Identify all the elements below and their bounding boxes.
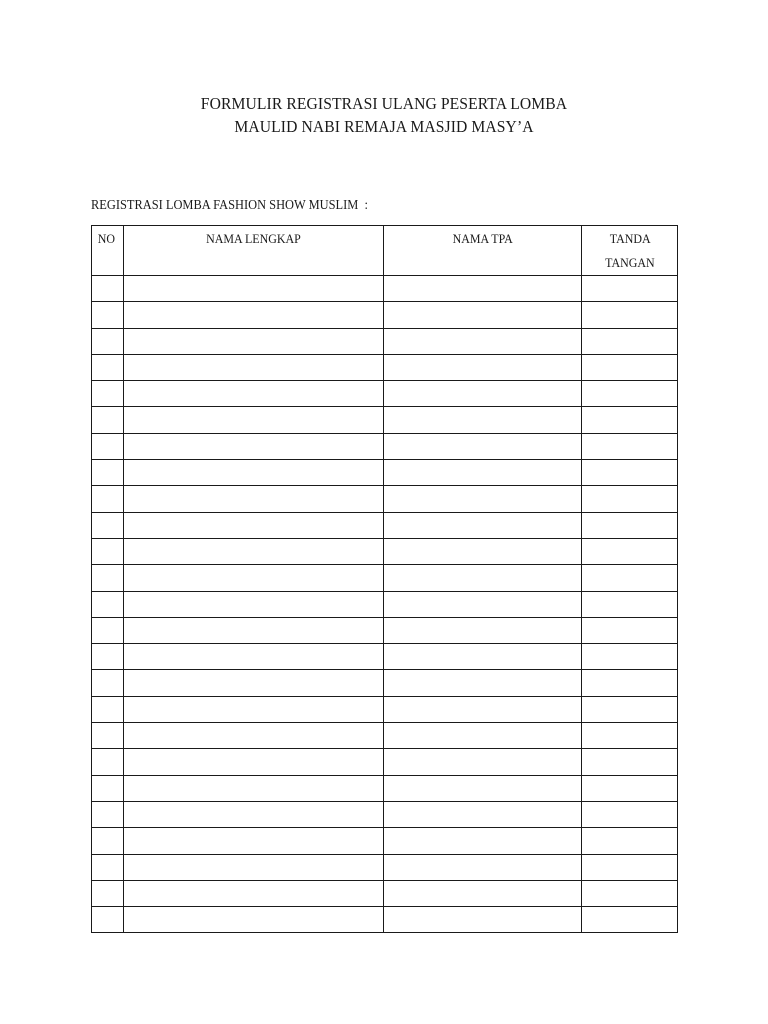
- cell-tanda-tangan[interactable]: [582, 538, 678, 564]
- cell-nama-lengkap[interactable]: [124, 591, 384, 617]
- cell-tanda-tangan[interactable]: [582, 749, 678, 775]
- cell-nama-lengkap[interactable]: [124, 512, 384, 538]
- cell-no[interactable]: [92, 775, 124, 801]
- cell-tanda-tangan[interactable]: [582, 617, 678, 643]
- table-body: [92, 276, 678, 933]
- cell-nama-tpa[interactable]: [384, 433, 582, 459]
- cell-nama-tpa[interactable]: [384, 828, 582, 854]
- cell-nama-lengkap[interactable]: [124, 565, 384, 591]
- cell-tanda-tangan[interactable]: [582, 828, 678, 854]
- table-row: [92, 670, 678, 696]
- cell-nama-lengkap[interactable]: [124, 828, 384, 854]
- cell-tanda-tangan[interactable]: [582, 328, 678, 354]
- header-no: NO: [92, 226, 124, 276]
- cell-nama-lengkap[interactable]: [124, 696, 384, 722]
- table-row: [92, 644, 678, 670]
- cell-nama-tpa[interactable]: [384, 538, 582, 564]
- table-row: [92, 617, 678, 643]
- cell-no[interactable]: [92, 801, 124, 827]
- cell-nama-tpa[interactable]: [384, 617, 582, 643]
- cell-nama-tpa[interactable]: [384, 880, 582, 906]
- cell-nama-tpa[interactable]: [384, 696, 582, 722]
- cell-no[interactable]: [92, 828, 124, 854]
- cell-tanda-tangan[interactable]: [582, 276, 678, 302]
- cell-no[interactable]: [92, 880, 124, 906]
- cell-nama-lengkap[interactable]: [124, 670, 384, 696]
- cell-nama-tpa[interactable]: [384, 276, 582, 302]
- cell-tanda-tangan[interactable]: [582, 354, 678, 380]
- table-row: [92, 538, 678, 564]
- cell-tanda-tangan[interactable]: [582, 591, 678, 617]
- cell-no[interactable]: [92, 512, 124, 538]
- cell-nama-lengkap[interactable]: [124, 538, 384, 564]
- cell-nama-tpa[interactable]: [384, 460, 582, 486]
- table-header-row: [92, 226, 678, 276]
- cell-nama-lengkap[interactable]: [124, 381, 384, 407]
- table-row: [92, 381, 678, 407]
- cell-tanda-tangan[interactable]: [582, 512, 678, 538]
- cell-no[interactable]: [92, 749, 124, 775]
- cell-no[interactable]: [92, 696, 124, 722]
- cell-no[interactable]: [92, 670, 124, 696]
- table-row: [92, 276, 678, 302]
- cell-nama-tpa[interactable]: [384, 775, 582, 801]
- cell-tanda-tangan[interactable]: [582, 907, 678, 933]
- cell-nama-lengkap[interactable]: [124, 801, 384, 827]
- cell-tanda-tangan[interactable]: [582, 486, 678, 512]
- cell-nama-tpa[interactable]: [384, 644, 582, 670]
- cell-no[interactable]: [92, 354, 124, 380]
- cell-tanda-tangan[interactable]: [582, 775, 678, 801]
- cell-nama-lengkap[interactable]: [124, 854, 384, 880]
- cell-tanda-tangan[interactable]: [582, 880, 678, 906]
- cell-no[interactable]: [92, 433, 124, 459]
- cell-nama-lengkap[interactable]: [124, 302, 384, 328]
- table-row: [92, 880, 678, 906]
- cell-no[interactable]: [92, 617, 124, 643]
- table-row: [92, 512, 678, 538]
- cell-nama-tpa[interactable]: [384, 907, 582, 933]
- cell-nama-lengkap[interactable]: [124, 433, 384, 459]
- form-title-line-1: FORMULIR REGISTRASI ULANG PESERTA LOMBA: [200, 94, 568, 113]
- cell-nama-lengkap[interactable]: [124, 644, 384, 670]
- cell-tanda-tangan[interactable]: [582, 696, 678, 722]
- header-tanda-tangan: TANDA TANGAN: [582, 226, 678, 276]
- cell-no[interactable]: [92, 538, 124, 564]
- cell-nama-lengkap[interactable]: [124, 328, 384, 354]
- cell-no[interactable]: [92, 276, 124, 302]
- header-nama-lengkap: NAMA LENGKAP: [124, 226, 384, 276]
- cell-nama-lengkap[interactable]: [124, 775, 384, 801]
- cell-no[interactable]: [92, 381, 124, 407]
- table-row: [92, 407, 678, 433]
- cell-no[interactable]: [92, 907, 124, 933]
- section-label: REGISTRASI LOMBA FASHION SHOW MUSLIM :: [91, 197, 368, 212]
- table-row: [92, 696, 678, 722]
- cell-no[interactable]: [92, 591, 124, 617]
- cell-nama-lengkap[interactable]: [124, 907, 384, 933]
- cell-no[interactable]: [92, 565, 124, 591]
- table-row: [92, 723, 678, 749]
- table-row: [92, 354, 678, 380]
- table-row: [92, 460, 678, 486]
- cell-nama-tpa[interactable]: [384, 407, 582, 433]
- cell-nama-lengkap[interactable]: [124, 486, 384, 512]
- cell-nama-lengkap[interactable]: [124, 276, 384, 302]
- table-row: [92, 565, 678, 591]
- cell-no[interactable]: [92, 486, 124, 512]
- table-row: [92, 801, 678, 827]
- cell-nama-tpa[interactable]: [384, 354, 582, 380]
- cell-tanda-tangan[interactable]: [582, 670, 678, 696]
- cell-nama-tpa[interactable]: [384, 670, 582, 696]
- table-row: [92, 854, 678, 880]
- table-row: [92, 907, 678, 933]
- cell-no[interactable]: [92, 407, 124, 433]
- cell-no[interactable]: [92, 460, 124, 486]
- cell-nama-tpa[interactable]: [384, 749, 582, 775]
- table-row: [92, 591, 678, 617]
- cell-no[interactable]: [92, 302, 124, 328]
- cell-tanda-tangan[interactable]: [582, 460, 678, 486]
- cell-tanda-tangan[interactable]: [582, 644, 678, 670]
- table-row: [92, 433, 678, 459]
- cell-nama-tpa[interactable]: [384, 486, 582, 512]
- cell-nama-tpa[interactable]: [384, 381, 582, 407]
- cell-no[interactable]: [92, 723, 124, 749]
- cell-nama-tpa[interactable]: [384, 565, 582, 591]
- cell-nama-tpa[interactable]: [384, 302, 582, 328]
- table-row: [92, 775, 678, 801]
- cell-tanda-tangan[interactable]: [582, 433, 678, 459]
- cell-nama-lengkap[interactable]: [124, 723, 384, 749]
- registration-table: [91, 225, 678, 933]
- cell-nama-tpa[interactable]: [384, 854, 582, 880]
- table-row: [92, 749, 678, 775]
- table-row: [92, 828, 678, 854]
- cell-nama-lengkap[interactable]: [124, 880, 384, 906]
- cell-no[interactable]: [92, 328, 124, 354]
- cell-tanda-tangan[interactable]: [582, 381, 678, 407]
- table-row: [92, 302, 678, 328]
- cell-nama-lengkap[interactable]: [124, 460, 384, 486]
- cell-no[interactable]: [92, 854, 124, 880]
- cell-no[interactable]: [92, 644, 124, 670]
- cell-nama-tpa[interactable]: [384, 512, 582, 538]
- table-row: [92, 328, 678, 354]
- cell-tanda-tangan[interactable]: [582, 565, 678, 591]
- cell-nama-tpa[interactable]: [384, 591, 582, 617]
- cell-nama-lengkap[interactable]: [124, 354, 384, 380]
- cell-tanda-tangan[interactable]: [582, 854, 678, 880]
- cell-nama-lengkap[interactable]: [124, 617, 384, 643]
- cell-nama-tpa[interactable]: [384, 723, 582, 749]
- cell-nama-tpa[interactable]: [384, 801, 582, 827]
- cell-nama-lengkap[interactable]: [124, 407, 384, 433]
- cell-tanda-tangan[interactable]: [582, 302, 678, 328]
- cell-tanda-tangan[interactable]: [582, 801, 678, 827]
- cell-tanda-tangan[interactable]: [582, 723, 678, 749]
- header-nama-tpa: NAMA TPA: [384, 226, 582, 276]
- cell-nama-lengkap[interactable]: [124, 749, 384, 775]
- cell-tanda-tangan[interactable]: [582, 407, 678, 433]
- cell-nama-tpa[interactable]: [384, 328, 582, 354]
- form-title-line-2: MAULID NABI REMAJA MASJID MASY’A: [234, 117, 534, 136]
- table-row: [92, 486, 678, 512]
